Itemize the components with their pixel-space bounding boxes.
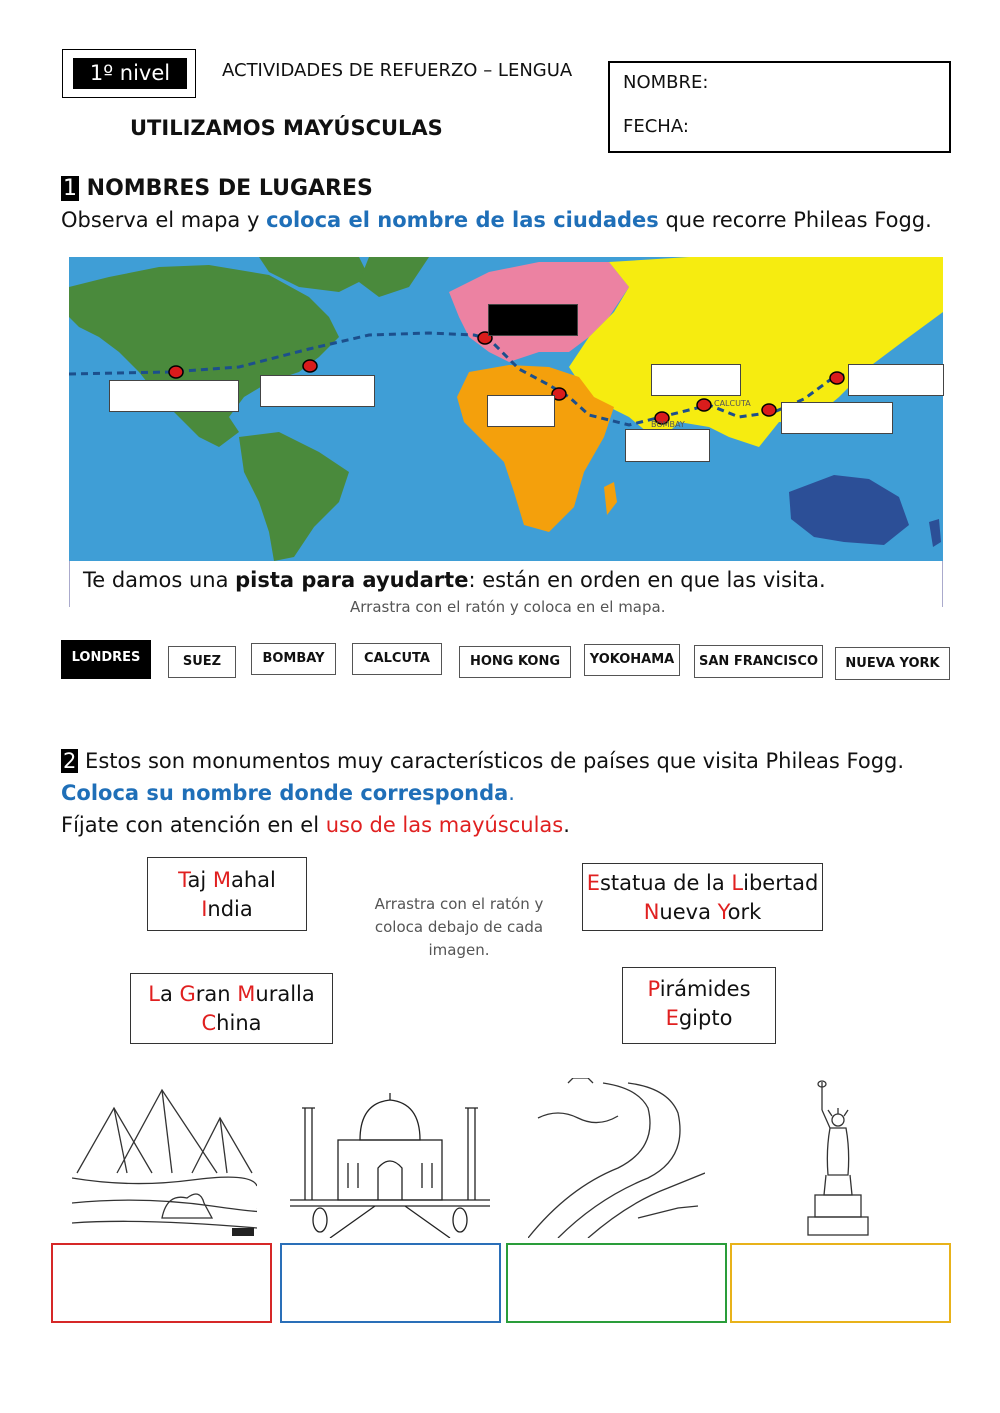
line3-part-b: uso de las mayúsculas [325, 813, 564, 837]
cap-letter: N [643, 900, 660, 924]
cap-letter: L [148, 982, 160, 1006]
taj-mahal-image [290, 1088, 490, 1238]
instr-part-a: Observa el mapa y [61, 208, 267, 232]
line3-part-c: . [563, 813, 570, 837]
statue-of-liberty-image [800, 1080, 885, 1240]
hint-part-c: : están en orden en que las visita. [468, 568, 826, 592]
page-subtitle: UTILIZAMOS MAYÚSCULAS [130, 116, 443, 140]
section1-title [61, 176, 373, 201]
section2-line1 [61, 745, 904, 777]
card-text: ahal [230, 868, 276, 892]
drop-box-san-francisco[interactable] [109, 380, 239, 412]
card-text: statua de la [599, 871, 732, 895]
chip-yokohama[interactable]: YOKOHAMA [584, 644, 680, 676]
card-taj-line1 [148, 866, 306, 895]
hint-part-b: pista para ayudarte [235, 568, 469, 592]
cap-letter: M [237, 982, 256, 1006]
drag-hint-line2: coloca debajo de cada [374, 918, 544, 936]
cap-letter: G [179, 982, 196, 1006]
world-map [69, 257, 943, 607]
chip-hong-kong[interactable]: HONG KONG [459, 646, 571, 678]
drop-box-londres[interactable] [488, 304, 578, 336]
pyramids-image [72, 1078, 257, 1240]
section2-line3 [61, 809, 904, 841]
card-text: a [159, 982, 180, 1006]
card-text: ibertad [743, 871, 819, 895]
answer-box-statue-liberty[interactable] [730, 1243, 951, 1323]
level-badge [62, 49, 196, 98]
drag-hint-line3: imagen. [428, 941, 490, 959]
card-piramides-line2 [623, 1004, 775, 1033]
section2-line2 [61, 777, 904, 809]
chip-nueva-york[interactable]: NUEVA YORK [835, 647, 950, 680]
card-taj-line2 [148, 895, 306, 924]
drop-box-suez[interactable] [487, 395, 555, 427]
chip-londres[interactable]: LONDRES [61, 640, 151, 679]
card-piramides[interactable] [622, 967, 776, 1044]
card-text: gipto [678, 1006, 733, 1030]
cap-letter: M [212, 868, 231, 892]
card-text: irámides [659, 977, 751, 1001]
section2-line2-text: Coloca su nombre donde corresponda [61, 781, 509, 805]
answer-box-pyramids[interactable] [51, 1243, 272, 1323]
card-text: hina [216, 1011, 262, 1035]
section2-line2-end: . [508, 781, 515, 805]
cards-drag-hint [370, 893, 548, 962]
cap-letter: E [665, 1006, 679, 1030]
card-text: uralla [255, 982, 315, 1006]
great-wall-image [528, 1078, 705, 1238]
hint-text [83, 568, 826, 592]
chip-suez[interactable]: SUEZ [168, 646, 236, 678]
answer-box-great-wall[interactable] [506, 1243, 727, 1323]
card-gran-muralla[interactable] [130, 973, 333, 1044]
cap-letter: I [201, 897, 208, 921]
cap-letter: L [731, 871, 744, 895]
map-label-calcuta: CALCUTA [714, 399, 751, 408]
section1-instruction [61, 208, 932, 232]
student-info-box[interactable] [608, 61, 951, 153]
cap-letter: T [178, 868, 188, 892]
card-taj-mahal[interactable] [147, 857, 307, 931]
card-text: ran [195, 982, 238, 1006]
drop-box-hong-kong[interactable] [781, 402, 893, 434]
level-label: 1º nivel [73, 58, 187, 89]
card-text: ndia [207, 897, 253, 921]
hint-part-a: Te damos una [83, 568, 236, 592]
drag-hint-line1: Arrastra con el ratón y [374, 895, 544, 913]
instr-part-c: que recorre Phileas Fogg. [658, 208, 932, 232]
section2-line1-text: Estos son monumentos muy característicos de países que visita Phileas Fogg. [78, 749, 905, 773]
map-drag-hint: Arrastra con el ratón y coloca en el mapa. [350, 598, 666, 616]
chip-bombay[interactable]: BOMBAY [251, 643, 336, 675]
card-estatua-line2 [583, 898, 822, 927]
drop-box-yokohama[interactable] [848, 364, 944, 396]
card-estatua-libertad[interactable] [582, 863, 823, 931]
answer-box-taj-mahal[interactable] [280, 1243, 501, 1323]
chip-san-francisco[interactable]: SAN FRANCISCO [694, 645, 823, 678]
card-text: ueva [659, 900, 718, 924]
drop-box-calcuta[interactable] [651, 364, 741, 396]
section1-title-text: NOMBRES DE LUGARES [86, 176, 373, 201]
instr-part-b: coloca el nombre de las ciudades [266, 208, 659, 232]
card-estatua-line1 [583, 869, 822, 898]
cap-letter: P [647, 977, 660, 1001]
cap-letter: Y [717, 900, 728, 924]
card-muralla-line2 [131, 1009, 332, 1038]
chip-calcuta[interactable]: CALCUTA [352, 643, 442, 675]
drop-box-bombay[interactable] [625, 429, 710, 462]
line3-part-a: Fíjate con atención en el [61, 813, 326, 837]
section1-number: 1 [63, 176, 77, 201]
drop-box-nueva-york[interactable] [260, 375, 375, 407]
section2-number: 2 [63, 749, 77, 773]
card-text: aj [187, 868, 213, 892]
date-label: FECHA: [623, 116, 689, 137]
cap-letter: C [201, 1011, 217, 1035]
map-label-bombay: BOMBAY [651, 420, 685, 429]
card-muralla-line1 [131, 980, 332, 1009]
name-label: NOMBRE: [623, 72, 709, 93]
section2-instructions [61, 745, 904, 841]
card-piramides-line1 [623, 975, 775, 1004]
card-text: ork [727, 900, 762, 924]
cap-letter: E [586, 871, 600, 895]
worksheet-title: ACTIVIDADES DE REFUERZO – LENGUA [222, 60, 573, 81]
